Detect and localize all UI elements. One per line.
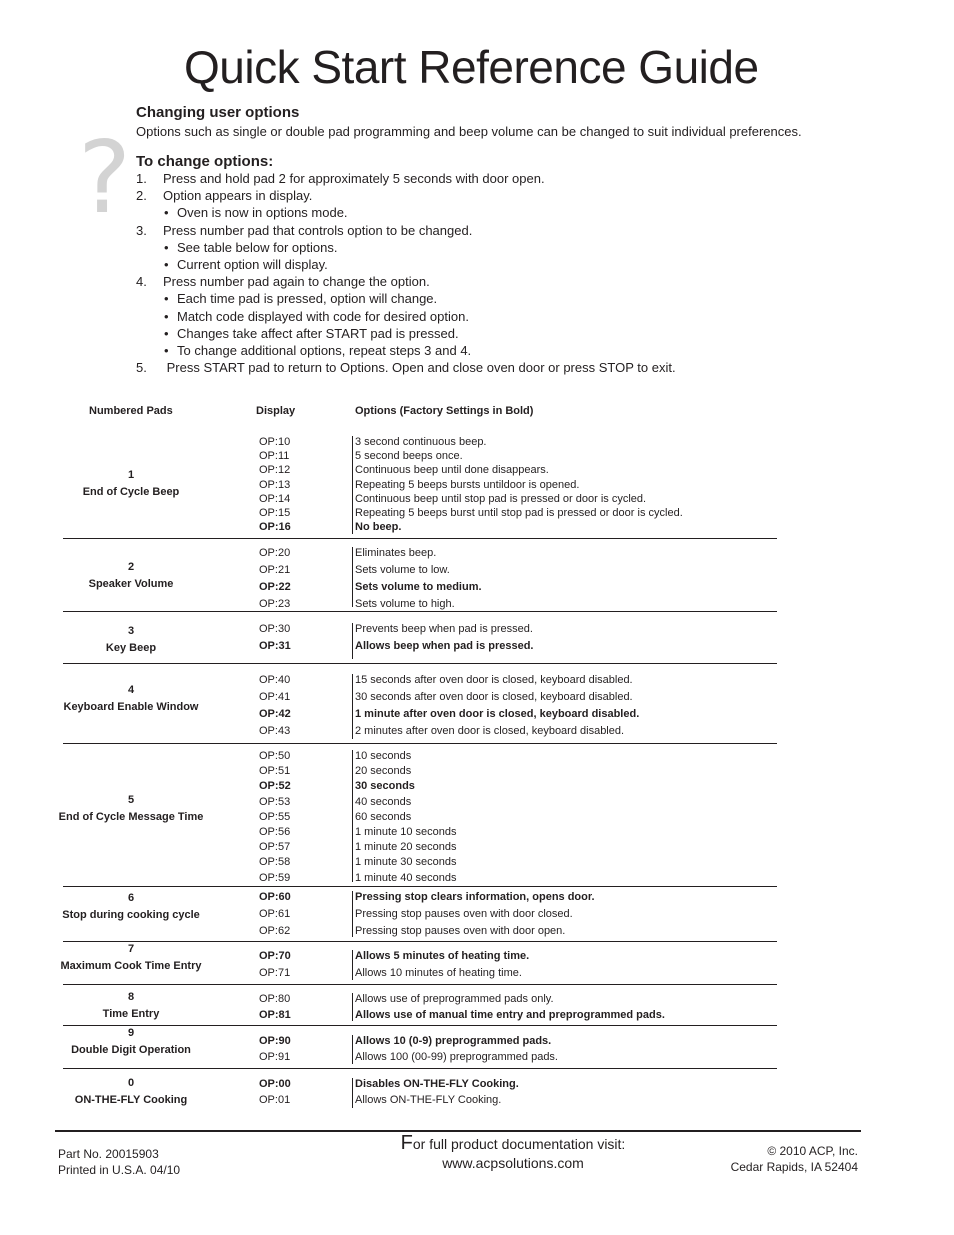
pad-name: End of Cycle Beep [82,485,180,498]
option-code: OP:43 [259,725,291,737]
step-number: 1. [136,171,147,186]
pad-label [46,943,216,972]
pad-name: Maximum Cook Time Entry [60,959,202,972]
option-code: OP:57 [259,841,291,854]
pad-label [46,684,216,713]
footer-documentation [388,1134,638,1173]
option-description: Eliminates beep. [355,547,437,559]
row-separator [63,611,777,612]
pad-label [46,1077,216,1106]
column-divider [352,1078,353,1108]
option-code: OP:81 [259,1009,291,1021]
option-code: OP:91 [259,1051,291,1063]
section-heading: Changing user options [136,104,300,121]
option-code: OP:31 [259,639,291,652]
pad-label [46,1027,216,1056]
option-code: OP:16 [259,521,291,534]
pad-number: 7 [127,942,135,955]
step-bullet [136,343,471,358]
pad-number: 6 [127,891,135,904]
option-description: 10 seconds [355,750,412,762]
row-separator [63,743,777,744]
option-description: Sets volume to low. [355,564,450,576]
option-code: OP:52 [259,780,291,793]
option-description: 1 minute 20 seconds [355,841,457,854]
step-text: Current option will display. [177,257,328,272]
step-text: See table below for options. [177,239,338,255]
option-description: Prevents beep when pad is pressed. [355,623,533,635]
step-bullet [136,291,437,306]
pad-label [46,469,216,498]
option-description: 30 seconds [355,780,415,793]
copyright: © 2010 ACP, Inc. [767,1144,858,1158]
step-bullet [136,326,459,341]
option-description: Pressing stop pauses oven with door open. [355,925,566,937]
step-text: Each time pad is pressed, option will change. [177,291,438,307]
option-code: OP:13 [259,478,291,491]
step-text: Press START pad to return to Options. Open and close oven door or press STOP to exit. [163,360,676,376]
option-description: Sets volume to high. [355,598,455,610]
option-description: 3 second continuous beep. [355,436,487,448]
column-divider [352,1035,353,1064]
pad-name: Keyboard Enable Window [63,701,199,713]
option-description: Allows 10 minutes of heating time. [355,967,522,979]
printed-info: Printed in U.S.A. 04/10 [58,1163,181,1177]
docs-initial: F [400,1132,413,1154]
pad-number: 8 [127,990,135,1003]
pad-label [46,892,216,921]
part-number: Part No. 20015903 [58,1147,159,1161]
option-description: Allows 5 minutes of heating time. [355,950,530,962]
option-description: Repeating 5 beeps bursts untildoor is opened. [355,478,580,491]
footer-part-info [58,1146,180,1178]
option-code: OP:14 [259,492,291,505]
option-code: OP:23 [259,598,291,610]
option-code: OP:22 [259,581,291,593]
option-code: OP:12 [259,464,291,477]
step-bullet [136,309,469,324]
pad-name: Key Beep [105,641,157,654]
company-location: Cedar Rapids, IA 52404 [730,1160,858,1174]
column-divider [352,950,353,980]
option-description: Allows 100 (00-99) preprogrammed pads. [355,1051,558,1063]
option-description: Pressing stop pauses oven with door closed. [355,908,573,920]
option-description: Continuous beep until done disappears. [355,464,549,477]
pad-number: 3 [127,624,135,637]
pad-number: 4 [127,684,135,696]
option-code: OP:53 [259,795,291,808]
step-text: Press and hold pad 2 for approximately 5 seconds with door open. [163,171,545,186]
header-options: Options (Factory Settings in Bold) [355,405,534,417]
option-code: OP:90 [259,1035,291,1047]
option-description: 1 minute 10 seconds [355,826,457,838]
option-code: OP:42 [259,708,291,720]
option-code: OP:11 [259,450,290,463]
pad-number: 9 [127,1027,135,1039]
pad-name: Time Entry [102,1007,160,1020]
column-divider [352,623,353,659]
footer-company [700,1143,858,1175]
option-code: OP:40 [259,674,291,686]
step-bullet [136,257,328,272]
column-divider [352,547,353,607]
docs-text: or full product documentation visit: [412,1136,626,1152]
pad-name: Stop during cooking cycle [62,908,200,921]
option-description: 1 minute 30 seconds [355,856,457,869]
step-number: 2. [136,188,147,204]
question-mark-icon: ? [78,119,132,236]
option-description: 1 minute after oven door is closed, keyboard disabled. [355,708,640,720]
row-separator [63,984,777,985]
section-description: Options such as single or double pad programming and beep volume can be changed to suit individual preferences. [136,124,802,139]
option-description: 1 minute 40 seconds [355,871,457,884]
option-code: OP:21 [259,564,291,576]
column-divider [352,436,353,534]
step-text: Match code displayed with code for desired option. [177,308,469,324]
header-display: Display [256,405,296,417]
step-text: Press number pad that controls option to be changed. [163,222,473,238]
page-title: Quick Start Reference Guide [184,41,759,93]
row-separator [63,663,777,664]
option-description: 30 seconds after oven door is closed, keyboard disabled. [355,691,633,703]
step-number: 3. [136,222,147,238]
option-description: 15 seconds after oven door is closed, keyboard disabled. [355,674,633,686]
option-code: OP:41 [259,691,291,703]
option-code: OP:20 [259,547,291,559]
option-description: Allows ON-THE-FLY Cooking. [355,1094,502,1106]
step-item [136,274,430,289]
pad-number: 0 [127,1076,135,1089]
row-separator [63,886,777,887]
option-description: Allows 10 (0-9) preprogrammed pads. [355,1035,552,1047]
step-text: Option appears in display. [163,188,313,204]
step-bullet [136,205,348,220]
option-description: Pressing stop clears information, opens door. [355,891,595,903]
step-text: Oven is now in options mode. [177,205,348,221]
option-description: 20 seconds [355,765,412,778]
pad-label [46,794,216,823]
pad-name: ON-THE-FLY Cooking [74,1093,188,1106]
option-code: OP:50 [259,750,291,762]
step-text: To change additional options, repeat steps 3 and 4. [177,343,472,358]
pad-label [46,561,216,590]
pad-number: 5 [127,793,135,806]
option-code: OP:70 [259,950,291,962]
option-code: OP:60 [259,891,291,903]
pad-number: 1 [127,468,135,481]
step-item [136,171,545,186]
pad-name: End of Cycle Message Time [58,810,204,823]
row-separator [63,1068,777,1069]
option-code: OP:15 [259,507,291,519]
option-code: OP:30 [259,623,291,635]
option-description: Allows beep when pad is pressed. [355,639,534,652]
option-code: OP:71 [259,967,291,979]
option-description: 2 minutes after oven door is closed, keyboard disabled. [355,725,625,737]
docs-url[interactable]: www.acpsolutions.com [442,1155,584,1171]
step-item [136,360,676,375]
option-code: OP:51 [259,765,291,778]
step-item [136,223,472,238]
row-separator [63,538,777,539]
header-numbered-pads: Numbered Pads [89,405,173,417]
step-number: 5. [136,360,147,376]
option-code: OP:58 [259,856,291,869]
steps-heading: To change options: [136,153,274,170]
step-text: Press number pad again to change the option. [163,274,430,290]
pad-name: Double Digit Operation [71,1044,191,1056]
option-description: 5 second beeps once. [355,450,463,463]
footer-divider [55,1130,861,1132]
column-divider [352,750,353,882]
option-description: Repeating 5 beeps burst until stop pad is pressed or door is cycled. [355,507,683,519]
option-description: Sets volume to medium. [355,581,482,593]
step-item [136,188,312,203]
step-text: Changes take affect after START pad is pressed. [177,325,459,341]
option-code: OP:62 [259,925,291,937]
option-code: OP:80 [259,993,291,1005]
pad-number: 2 [127,560,135,573]
option-description: Disables ON-THE-FLY Cooking. [355,1078,519,1090]
option-description: Allows use of manual time entry and preprogrammed pads. [355,1009,665,1021]
pad-label [46,991,216,1020]
option-description: 40 seconds [355,795,412,808]
step-bullet [136,240,337,255]
option-description: 60 seconds [355,810,412,823]
option-code: OP:10 [259,436,291,448]
column-divider [352,674,353,739]
option-code: OP:00 [259,1078,291,1090]
step-number: 4. [136,274,147,290]
pad-name: Speaker Volume [88,577,174,590]
option-code: OP:01 [259,1094,291,1106]
column-divider [352,891,353,937]
option-code: OP:59 [259,871,291,884]
option-code: OP:55 [259,810,291,823]
option-code: OP:61 [259,908,291,920]
option-description: No beep. [355,521,402,534]
option-description: Continuous beep until stop pad is pressed or door is cycled. [355,492,647,505]
row-separator [63,1025,777,1026]
option-description: Allows use of preprogrammed pads only. [355,993,554,1005]
column-divider [352,993,353,1021]
option-code: OP:56 [259,826,291,838]
pad-label [46,625,216,654]
